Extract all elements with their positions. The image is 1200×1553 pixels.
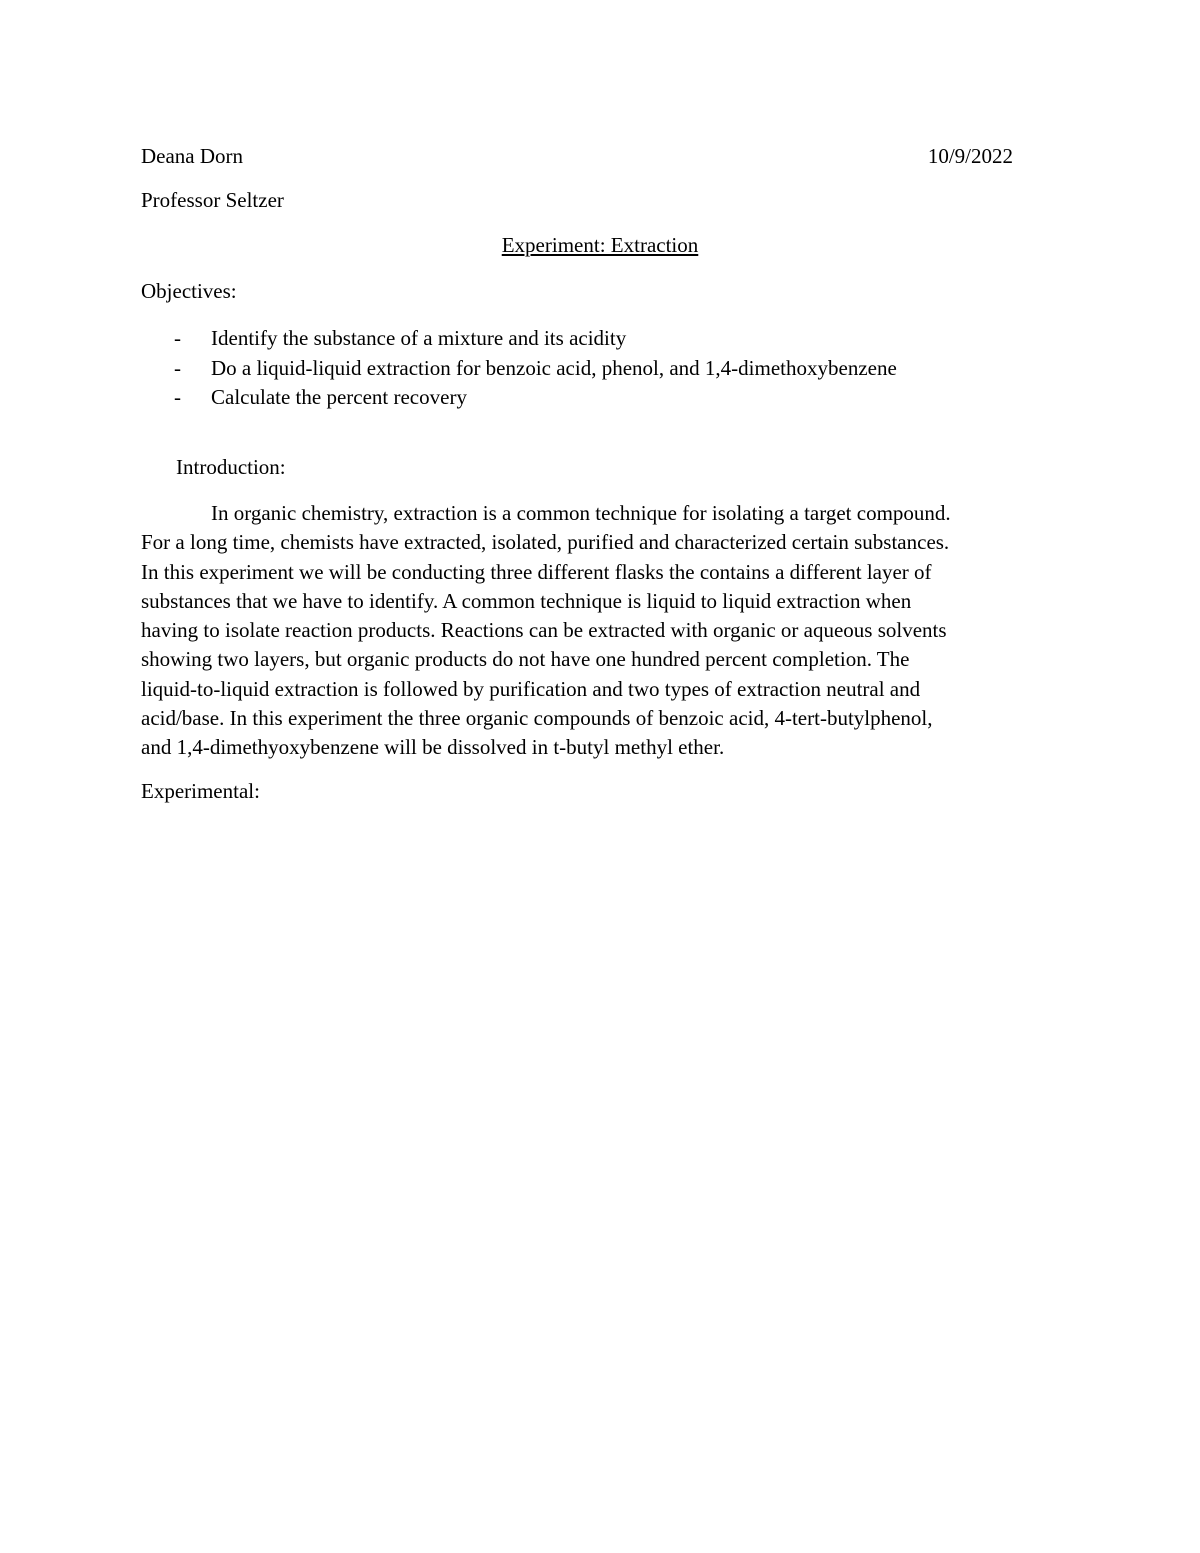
bullet-dash: - <box>174 326 181 350</box>
header-row <box>141 146 1013 167</box>
professor-name: Professor Seltzer <box>141 188 284 212</box>
paragraph-line: showing two layers, but organic products do not have one hundred percent completion. The <box>141 647 910 672</box>
objective-item <box>174 383 897 413</box>
objective-item <box>174 324 897 354</box>
objective-text: Do a liquid-liquid extraction for benzoic acid, phenol, and 1,4-dimethoxybenzene <box>211 355 897 380</box>
paragraph-line: In organic chemistry, extraction is a common technique for isolating a target compound. <box>211 501 951 525</box>
report-date: 10/9/2022 <box>927 144 1013 168</box>
paragraph-line: acid/base. In this experiment the three organic compounds of benzoic acid, 4-tert-butylphenol, <box>141 706 933 731</box>
bullet-dash: - <box>174 385 181 409</box>
bullet-dash: - <box>174 355 181 380</box>
experimental-heading: Experimental: <box>141 779 260 803</box>
paragraph-line: For a long time, chemists have extracted, isolated, purified and characterized certain substances. <box>141 530 950 555</box>
author-name: Deana Dorn <box>141 144 244 168</box>
document-title: Experiment: Extraction <box>501 233 699 257</box>
paragraph-line: substances that we have to identify. A common technique is liquid to liquid extraction when <box>141 588 912 613</box>
objective-item <box>174 354 897 384</box>
paragraph-line: and 1,4-dimethyoxybenzene will be dissolved in t-butyl methyl ether. <box>141 735 725 760</box>
objective-text: Calculate the percent recovery <box>211 385 467 409</box>
objective-text: Identify the substance of a mixture and its acidity <box>211 326 627 350</box>
objectives-list <box>174 324 897 413</box>
objectives-heading: Objectives: <box>141 279 237 303</box>
paragraph-line: liquid-to-liquid extraction is followed by purification and two types of extraction neutral and <box>141 676 921 701</box>
paragraph-line: having to isolate reaction products. Reactions can be extracted with organic or aqueous solvents <box>141 618 947 643</box>
paragraph-line: In this experiment we will be conducting three different flasks the contains a different layer of <box>141 559 932 584</box>
introduction-paragraph <box>141 499 1051 763</box>
introduction-heading: Introduction: <box>176 455 286 479</box>
